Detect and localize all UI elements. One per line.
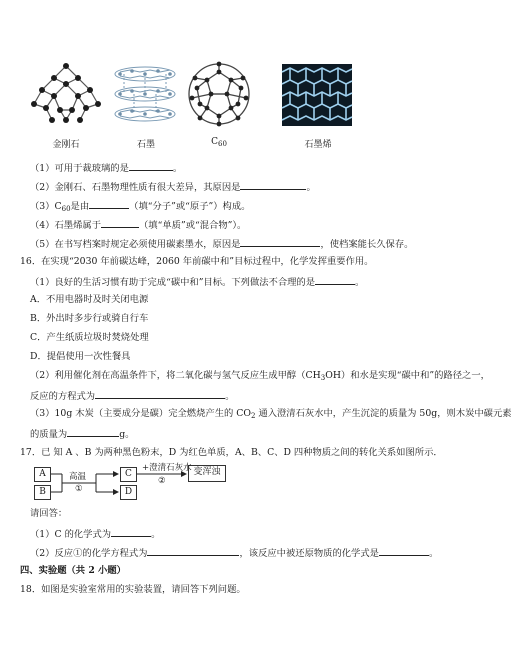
- q16-part-2-line-1: （2）利用催化剂在高温条件下，将二氧化碳与氢气反应生成甲醇$(CH_3OH)$和水是实现“碳中和”的路径之一，: [30, 370, 490, 382]
- q17-part-2: （2）反应①的化学方程式为 ，该反应中被还原物质的化学式是 。: [30, 545, 438, 560]
- q16-part-2-line-2: 反应的方程式为 。: [30, 388, 234, 403]
- q15-item-2: （2）金刚石、石墨物理性质有很大差异，其原因是 。: [30, 179, 316, 194]
- caption-diamond: 金刚石: [52, 140, 80, 150]
- answer-blank[interactable]: [147, 545, 239, 556]
- caption-c60-text: C: [211, 137, 218, 147]
- q17-prompt: 请回答：: [30, 508, 68, 519]
- q16-part-3-line-1: （3）10g 木炭（主要成分是碳）完全燃烧产生的 $CO_2$ 通入澄清石灰水中，产生沉淀的质量为 50g，则木炭中碳元素: [30, 408, 512, 420]
- diagram-condition-1: 高温: [69, 472, 87, 482]
- q16-option-d: D．提倡使用一次性餐具: [30, 351, 131, 362]
- diagram-box-a: A: [34, 467, 51, 482]
- diagram-box-b: B: [34, 485, 51, 500]
- q15-item-4: （4）石墨烯属于 （填“单质”或“混合物”）。: [30, 217, 246, 232]
- q18-intro: 18．如图是实验室常用的实验装置，请回答下列问题。: [20, 584, 246, 595]
- q16-option-b: B．外出时多步行或骑自行车: [30, 313, 149, 324]
- caption-graphite: 石墨: [136, 140, 155, 150]
- q15-item-3: $(3)C_{60}$是由 （填“分子”或“原子”）构成。: [30, 198, 250, 216]
- diagram-reaction-1-label: ①: [75, 484, 83, 494]
- section-heading-experiment: 四、实验题（共 2 小题）: [20, 565, 126, 576]
- q15-item-1: （1）可用于裁玻璃的是 。: [30, 160, 182, 175]
- diagram-box-d: D: [120, 485, 137, 500]
- q16-option-c: C．产生纸质垃圾时焚烧处理: [30, 332, 149, 343]
- q16-part-3-line-2: 的质量为 g。: [30, 426, 134, 441]
- answer-blank[interactable]: [111, 526, 151, 537]
- diagram-box-c: C: [120, 467, 137, 482]
- q17-intro: 17．已 知 A 、B 为两种黑色粉末，D 为红色单质，A、B、C、D 四种物质之间的转化关系如图所示．: [20, 447, 443, 458]
- answer-blank[interactable]: [379, 545, 429, 556]
- q16-intro: 16．在实现“2030 年前碳达峰，2060 年前碳中和”目标过程中，化学发挥重要作用。: [20, 256, 374, 267]
- diagram-box-result: 变浑浊: [188, 465, 226, 482]
- q17-part-1: （1）C 的化学式为 。: [30, 526, 160, 541]
- diagram-reaction-2-label: ②: [158, 476, 166, 486]
- q16-option-a: A．不用电器时及时关闭电源: [30, 294, 149, 305]
- caption-c60-sub: 60: [217, 140, 227, 148]
- caption-graphene: 石墨烯: [304, 140, 332, 150]
- q16-part-1: （1）良好的生活习惯有助于完成“碳中和”目标。下列做法不合理的是 。: [30, 274, 364, 289]
- diagram-condition-2: +澄清石灰水: [142, 463, 192, 473]
- q15-item-5: （5）在书写档案时规定必须使用碳素墨水，原因是 ，使档案能长久保存。: [30, 236, 413, 251]
